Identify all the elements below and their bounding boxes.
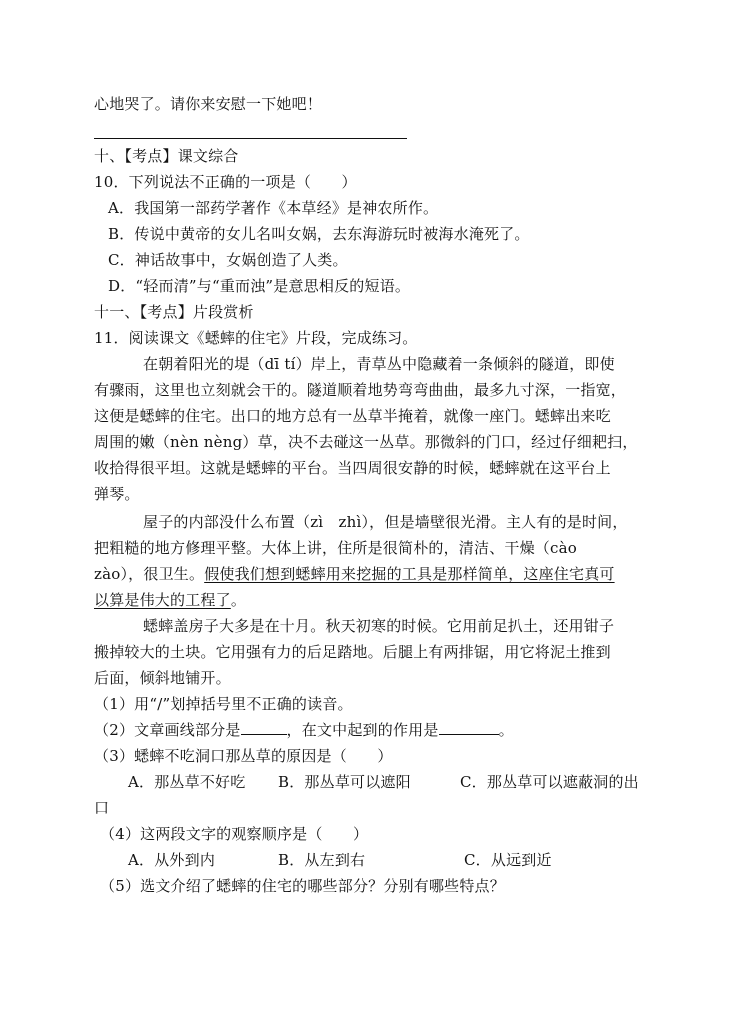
subquestion-1: （1）用“/”划掉括号里不正确的读音。 (94, 695, 353, 713)
passage-line: 在朝着阳光的堤（dī tí）岸上，青草丛中隐藏着一条倾斜的隧道，即使 (143, 355, 615, 373)
passage-line: 有骤雨，这里也立刻就会干的。隧道顺着地势弯弯曲曲，最多九寸深，一指宽， (94, 381, 627, 399)
passage-line: 后面，倾斜地铺开。 (94, 669, 231, 687)
sub4-option-c: C．从远到近 (464, 851, 552, 869)
passage-line: 弹琴。 (94, 485, 140, 503)
passage-text: zào），很卫生。 (94, 565, 205, 583)
passage-line: 屋子的内部没什么布置（zì zhì），但是墙壁很光滑。主人有的是时间， (143, 513, 628, 531)
passage-line: 搬掉较大的土块。它用强有力的后足踏地。后腿上有两排锯，用它将泥土推到 (94, 643, 611, 661)
answer-line (94, 138, 407, 139)
question-11: 11．阅读课文《蟋蟀的住宅》片段，完成练习。 (94, 329, 418, 347)
sub3-option-c-continued: 口 (94, 799, 110, 817)
section-11-header: 十一、【考点】片段赏析 (94, 303, 254, 321)
subquestion-2 (94, 720, 514, 740)
sub3-option-b: B．那丛草可以遮阳 (278, 773, 411, 791)
passage-line (94, 564, 615, 584)
sub4-option-a: A．从外到内 (128, 851, 216, 869)
underlined-sentence: 假使我们想到蟋蟀用来挖掘的工具是那样简单，这座住宅真可 (204, 565, 615, 583)
passage-line: 收拾得很平坦。这就是蟋蟀的平台。当四周很安静的时候，蟋蟀就在这平台上 (94, 459, 611, 477)
passage-line: 这便是蟋蟀的住宅。出口的地方总有一丛草半掩着，就像一座门。蟋蟀出来吃 (94, 407, 611, 425)
underlined-sentence: 以算是伟大的工程了 (94, 591, 231, 609)
subquestion-5: （5）选文介绍了蟋蟀的住宅的哪些部分？分别有哪些特点？ (100, 877, 505, 895)
option-b: B．传说中黄帝的女儿名叫女娲，去东海游玩时被海水淹死了。 (108, 225, 530, 243)
subquestion-3: （3）蟋蟀不吃洞口那丛草的原因是（ ） (94, 747, 393, 765)
option-c: C．神话故事中，女娲创造了人类。 (108, 251, 348, 269)
sub3-option-a: A．那丛草不好吃 (128, 773, 246, 791)
passage-line: 周围的嫩（nèn nèng）草，决不去碰这一丛草。那微斜的门口，经过仔细耙扫， (94, 433, 638, 451)
sub3-option-c: C．那丛草可以遮蔽洞的出 (460, 773, 639, 791)
prior-question-text: 心地哭了。请你来安慰一下她吧！ (94, 95, 323, 113)
passage-line: 蟋蟀盖房子大多是在十月。秋天初寒的时候。它用前足扒土，还用钳子 (143, 617, 615, 635)
subquestion-text: （2）文章画线部分是 (94, 721, 241, 739)
subquestion-4: （4）这两段文字的观察顺序是（ ） (100, 825, 369, 843)
answer-blank[interactable] (241, 720, 287, 735)
sub4-option-b: B．从左到右 (278, 851, 366, 869)
answer-blank[interactable] (439, 720, 499, 735)
option-d: D．“轻而清”与“重而浊”是意思相反的短语。 (108, 277, 411, 295)
passage-text: 。 (230, 591, 247, 609)
question-10: 10．下列说法不正确的一项是（ ） (94, 173, 357, 191)
passage-line (94, 590, 246, 610)
option-a: A．我国第一部药学著作《本草经》是神农所作。 (108, 199, 439, 217)
subquestion-text: ，在文中起到的作用是 (286, 721, 439, 739)
passage-line: 把粗糙的地方修理平整。大体上讲，住所是很简朴的，清洁、干燥（cào (94, 539, 577, 557)
section-10-header: 十、【考点】课文综合 (94, 147, 239, 165)
subquestion-text: 。 (498, 721, 514, 739)
